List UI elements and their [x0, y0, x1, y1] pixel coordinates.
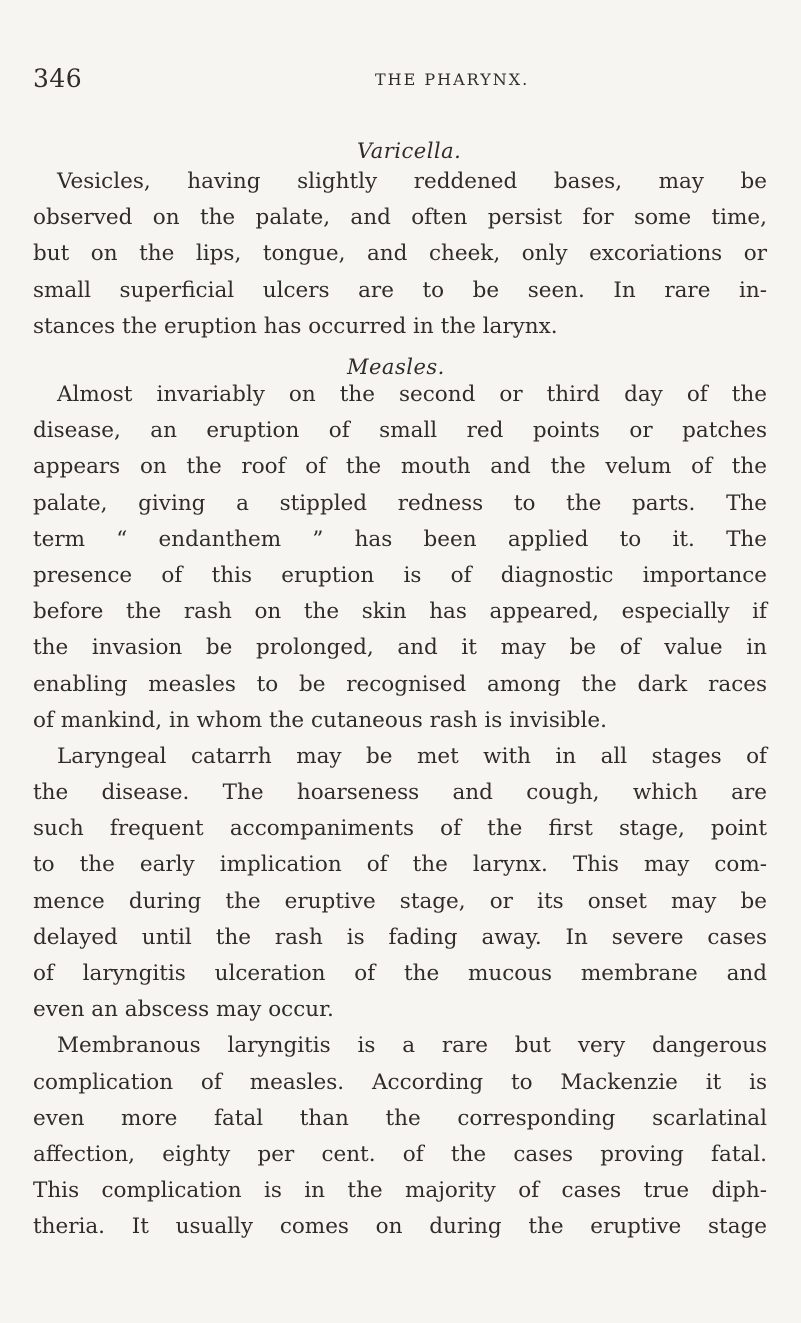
page-number: 346 — [33, 64, 83, 93]
running-title: THE PHARYNX. — [375, 70, 530, 89]
text-line: delayed until the rash is fading away. In severe cases — [33, 924, 767, 950]
text-line: small superficial ulcers are to be seen. In rare in- — [33, 277, 767, 303]
section-heading-measles: Measles. — [347, 355, 445, 379]
text-line: palate, giving a stippled redness to the parts. The — [33, 490, 767, 516]
text-line: term “ endanthem ” has been applied to it. The — [33, 526, 767, 552]
text-line: presence of this eruption is of diagnostic importance — [33, 562, 767, 588]
text-line: mence during the eruptive stage, or its onset may be — [33, 888, 767, 914]
text-line: enabling measles to be recognised among the dark races — [33, 671, 767, 697]
text-line: the disease. The hoarseness and cough, which are — [33, 780, 767, 806]
text-line: to the early implication of the larynx. This may com- — [33, 852, 767, 878]
section-heading-varicella: Varicella. — [357, 139, 462, 163]
text-line: such frequent accompaniments of the first stage, point — [33, 816, 767, 842]
text-line: Laryngeal catarrh may be met with in all stages of — [57, 743, 767, 769]
text-line: complication of measles. According to Mackenzie it is — [33, 1069, 767, 1095]
text-line: disease, an eruption of small red points or patches — [33, 418, 767, 444]
text-line: This complication is in the majority of cases true diph- — [33, 1178, 767, 1204]
text-line: stances the eruption has occurred in the larynx. — [33, 313, 558, 339]
text-line: but on the lips, tongue, and cheek, only excoriations or — [33, 241, 767, 267]
text-line: Membranous laryngitis is a rare but very dangerous — [57, 1033, 767, 1059]
text-line: the invasion be prolonged, and it may be of value in — [33, 635, 767, 661]
text-line: theria. It usually comes on during the eruptive stage — [33, 1214, 767, 1240]
text-line: before the rash on the skin has appeared, especially if — [33, 599, 767, 625]
text-line: Vesicles, having slightly reddened bases, may be — [57, 169, 767, 194]
text-line: appears on the roof of the mouth and the velum of the — [33, 454, 767, 480]
text-line: observed on the palate, and often persist for some time, — [33, 205, 767, 231]
running-head — [33, 64, 801, 100]
text-line: of laryngitis ulceration of the mucous membrane and — [33, 961, 767, 986]
text-line: even an abscess may occur. — [33, 997, 334, 1023]
paragraph-varicella — [33, 164, 767, 345]
text-line: even more fatal than the corresponding scarlatinal — [33, 1105, 767, 1131]
text-line: affection, eighty per cent. of the cases proving fatal. — [33, 1141, 767, 1167]
text-line: of mankind, in whom the cutaneous rash is invisible. — [33, 707, 607, 733]
text-line: Almost invariably on the second or third day of the — [57, 382, 767, 407]
paragraphs-measles — [33, 377, 767, 1246]
